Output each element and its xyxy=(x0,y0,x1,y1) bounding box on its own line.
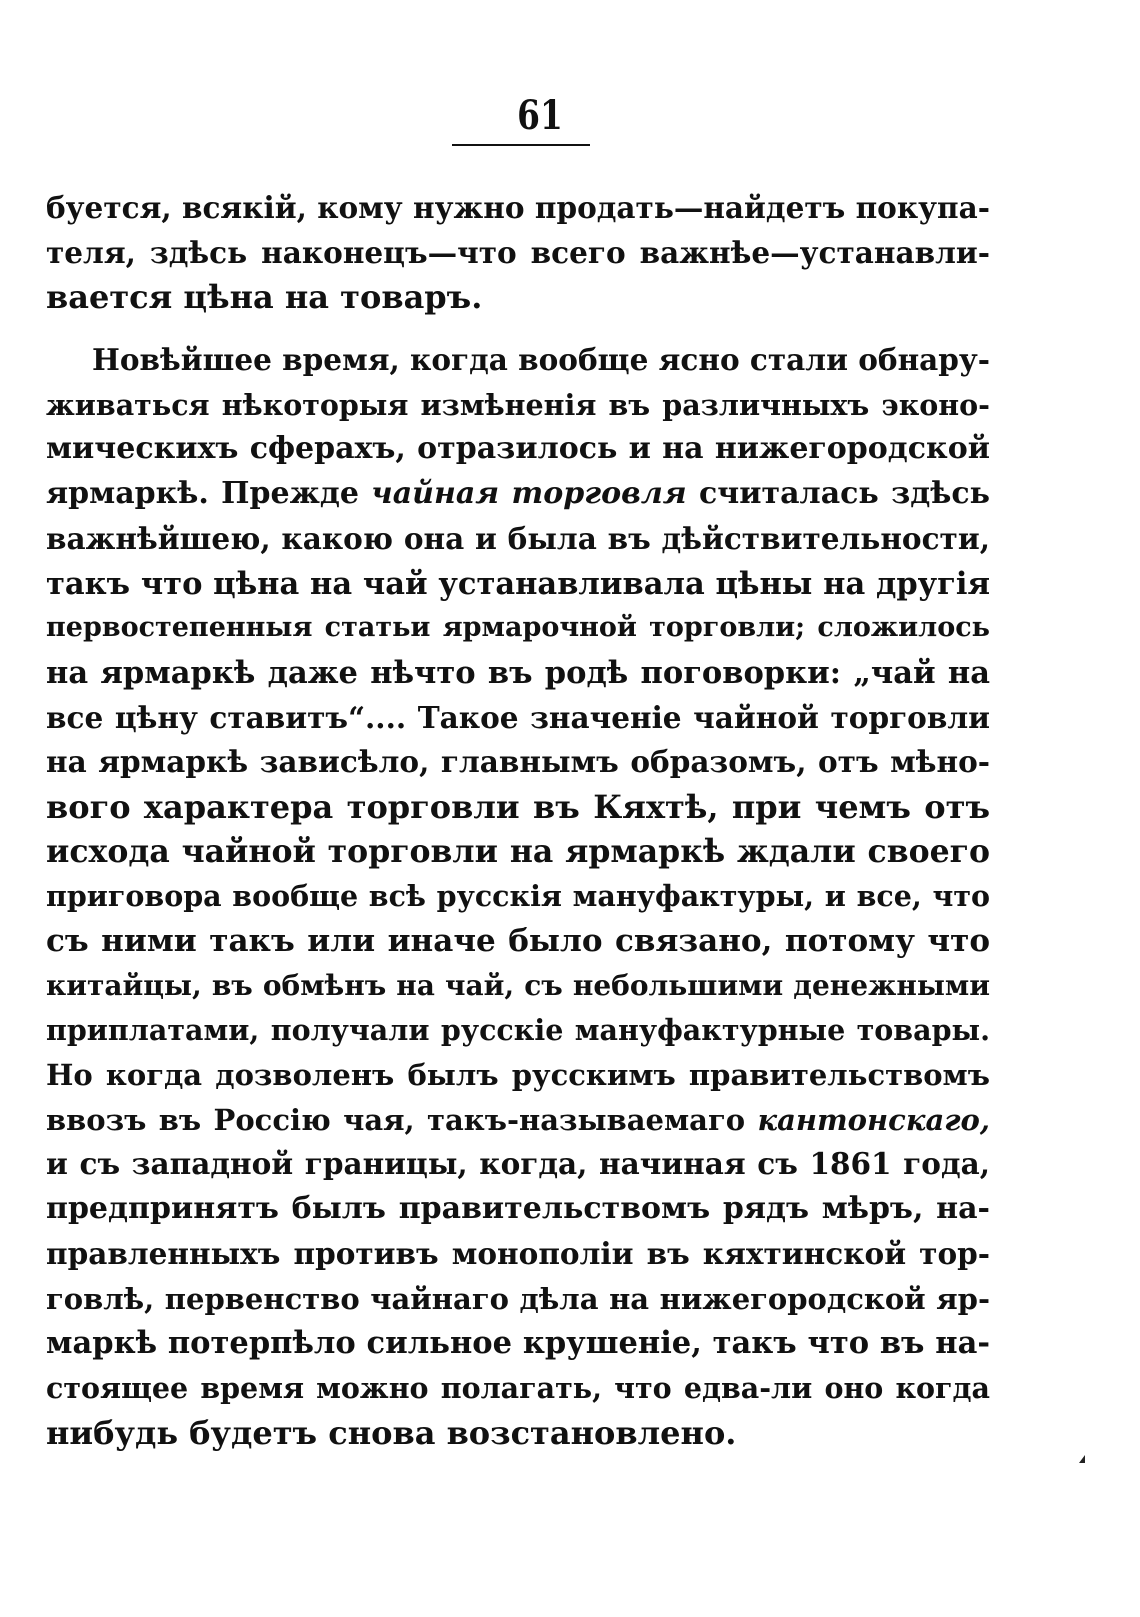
text-segment: приплатами, получали русскіе мануфактурные товары. xyxy=(46,1013,990,1048)
text-line xyxy=(46,1098,990,1143)
page-number: 61 xyxy=(517,92,563,139)
italic-phrase: чайная торговля xyxy=(371,476,687,512)
text-segment: Но когда дозволенъ былъ русскимъ правительствомъ xyxy=(46,1058,990,1093)
text-line xyxy=(46,1232,990,1277)
text-segment: вается цѣна на товаръ. xyxy=(46,278,483,317)
text-segment: теля, здѣсь наконецъ—что всего важнѣе—устанавли- xyxy=(46,234,990,270)
text-line xyxy=(46,383,990,428)
text-line xyxy=(46,606,990,651)
text-segment: живаться нѣкоторыя измѣненія въ различныхъ эконо- xyxy=(46,387,990,422)
text-segment: ярмаркѣ. Прежде xyxy=(46,476,372,512)
text-segment: говлѣ, первенство чайнаго дѣла на нижегородской яр- xyxy=(46,1281,990,1316)
text-line xyxy=(46,338,990,383)
text-segment: мическихъ сферахъ, отразилось и на нижегородской xyxy=(46,431,990,467)
text-segment: правленныхъ противъ монополіи въ кяхтинской тор- xyxy=(46,1235,990,1271)
text-segment: стоящее время можно полагать, что едва-ли оно когда xyxy=(46,1370,990,1405)
text-line xyxy=(46,275,990,320)
text-segment: на ярмаркѣ даже нѣчто въ родѣ поговорки: „чай на xyxy=(46,654,990,691)
text-segment: первостепенныя статьи ярмарочной торговли; сложилось xyxy=(46,612,990,644)
text-segment: все цѣну ставитъ“.... Такое значеніе чайной торговли xyxy=(46,699,990,735)
text-line xyxy=(46,830,990,875)
text-segment: съ ними такъ или иначе было связано, потому что xyxy=(46,923,990,959)
text-line xyxy=(46,651,990,696)
text-line xyxy=(46,1142,990,1187)
text-line xyxy=(46,186,990,231)
page-number-rule xyxy=(452,144,590,146)
text-segment: на ярмаркѣ зависѣло, главнымъ образомъ, отъ мѣно- xyxy=(46,744,990,780)
text-line xyxy=(46,1411,990,1456)
text-segment: приговора вообще всѣ русскія мануфактуры, и все, что xyxy=(46,879,990,914)
text-line xyxy=(46,231,990,276)
text-line xyxy=(46,964,990,1009)
text-segment: Новѣйшее время, когда вообще ясно стали обнару- xyxy=(92,342,990,378)
text-line xyxy=(46,1366,990,1411)
text-segment: важнѣйшею, какою она и была въ дѣйствительности, xyxy=(46,520,990,556)
text-line xyxy=(46,696,990,741)
text-line xyxy=(46,1321,990,1366)
text-line xyxy=(46,1187,990,1232)
text-segment: буется, всякій, кому нужно продать—найдетъ покупа- xyxy=(46,190,990,225)
text-segment: считалась здѣсь xyxy=(686,476,990,512)
text-line xyxy=(46,1053,990,1098)
text-line xyxy=(46,740,990,785)
text-line xyxy=(46,517,990,562)
text-line xyxy=(46,427,990,472)
text-line xyxy=(46,1008,990,1053)
text-segment: и съ западной границы, когда, начиная съ 1861 года, xyxy=(46,1146,990,1182)
text-segment: маркѣ потерпѣло сильное крушеніе, такъ что въ на- xyxy=(46,1325,990,1362)
text-line xyxy=(46,785,990,830)
text-segment: ввозъ въ Россію чая, такъ-называемаго xyxy=(46,1102,758,1137)
text-line xyxy=(46,1277,990,1322)
text-segment: китайцы, въ обмѣнъ на чай, съ небольшими денежными xyxy=(46,968,990,1002)
text-line xyxy=(46,919,990,964)
text-line xyxy=(46,472,990,517)
text-line xyxy=(46,562,990,607)
text-segment: исхода чайной торговли на ярмаркѣ ждали своего xyxy=(46,832,990,870)
text-segment: такъ что цѣна на чай устанавливала цѣны на другія xyxy=(46,565,990,602)
text-line xyxy=(46,874,990,919)
text-segment: предпринятъ былъ правительствомъ рядъ мѣръ, на- xyxy=(46,1191,990,1227)
print-speck xyxy=(1079,1455,1085,1463)
text-segment: нибудь будетъ снова возстановлено. xyxy=(46,1413,737,1452)
italic-phrase: кантонскаго, xyxy=(757,1102,990,1137)
text-segment: вого характера торговли въ Кяхтѣ, при чемъ отъ xyxy=(46,787,990,826)
body-text xyxy=(46,186,990,1455)
